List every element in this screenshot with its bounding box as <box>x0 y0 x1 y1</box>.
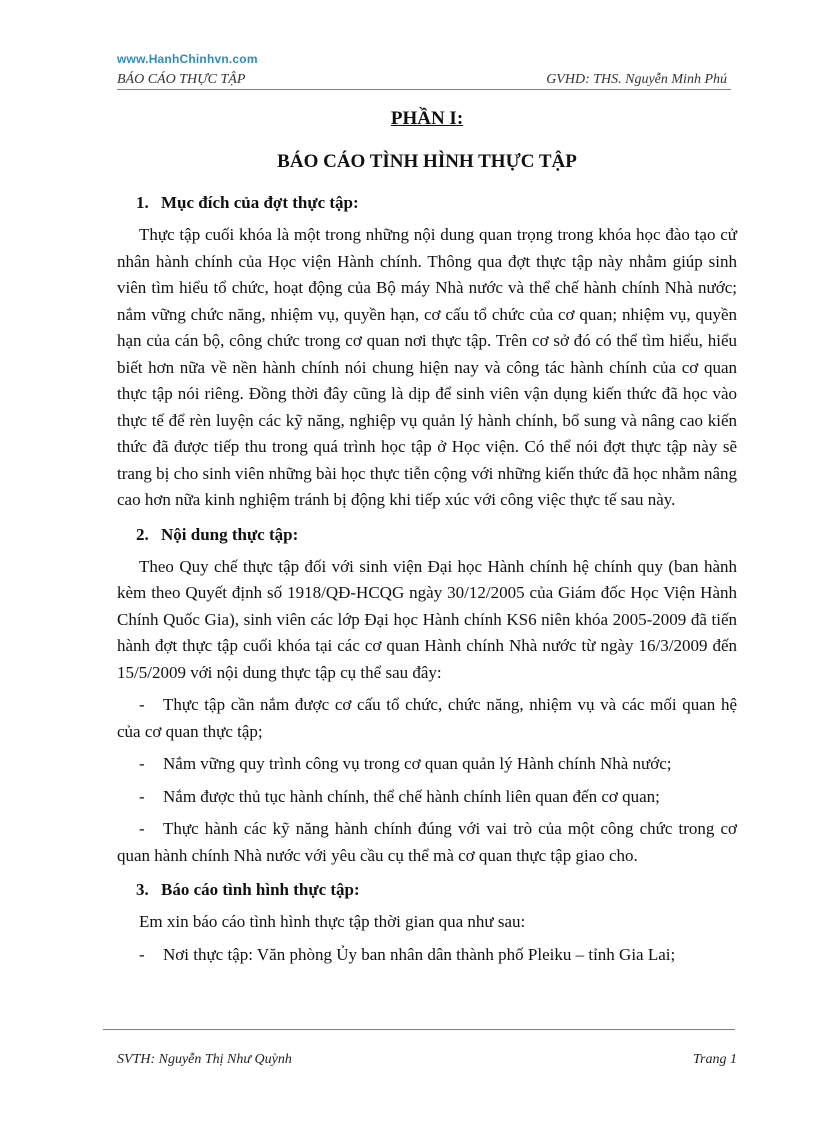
section-heading <box>117 877 737 903</box>
list-item <box>117 816 737 869</box>
section-heading <box>117 522 737 548</box>
list-item-text: Thực tập cần nắm được cơ cấu tổ chức, chức năng, nhiệm vụ và các mối quan hệ của cơ quan thực tập; <box>117 695 737 741</box>
bullet-dash: - <box>139 786 145 806</box>
page-footer <box>117 1052 737 1068</box>
bullet-dash: - <box>139 754 145 773</box>
list-item <box>117 942 737 969</box>
paragraph: Em xin báo cáo tình hình thực tập thời gian qua như sau: <box>139 912 526 931</box>
page-number: Trang 1 <box>693 1052 737 1067</box>
paragraph: Thực tập cuối khóa là một trong những nội dung quan trọng trong khóa học đào tạo cử nhân hành chính của Học viện Hành chính. Thông qua đợt thực tập này nhằm giúp sinh viên tìm hiểu tổ chức, hoạt động của Bộ máy Nhà nước và thể chế hành chính Nhà nước; nắm vững chức năng, nhiệm vụ, quyền hạn, cơ cấu tổ chức của cơ quan; nhiệm vụ, quyền hạn của cán bộ, công chức trong cơ quan nơi thực tập. Trên cơ sở đó có thể tìm hiểu, hiểu biết hơn nữa về nền hành chính nói chung hiện nay và công tác hành chính của cơ quan thực tập nói riêng. Đồng thời đây cũng là dịp để sinh viên vận dụng kiến thức đã học vào thực tế để rèn luyện các kỹ năng, nghiệp vụ quản lý hành chính, bổ sung và nâng cao kiến thức đã được tiếp thu trong quá trình học tập ở Học viện. Có thể nói đợt thực tập này sẽ trang bị cho sinh viên những bài học thực tiễn cộng với những kiến thức đã học nhằm nâng cao hơn nữa kinh nghiệm tránh bị động khi tiếp xúc với công việc thực tế sau này. <box>117 225 737 509</box>
header-divider <box>117 89 731 90</box>
list-item-text: Nắm được thủ tục hành chính, thể chế hành chính liên quan đến cơ quan; <box>163 786 660 806</box>
paragraph: Theo Quy chế thực tập đối với sinh viện Đại học Hành chính hệ chính quy (ban hành kèm theo Quyết định số 1918/QĐ-HCQG ngày 30/12/2005 của Giám đốc Học Viện Hành Chính Quốc Gia), sinh viên các lớp Đại học Hành chính KS6 niên khóa 2005-2009 đã tiến hành đợt thực tập cuối khóa tại các cơ quan Hành chính Nhà nước từ ngày 16/3/2009 đến 15/5/2009 với nội dung thực tập cụ thể sau đây: <box>117 556 737 682</box>
section-heading-text: Báo cáo tình hình thực tập: <box>161 880 360 899</box>
document-body <box>117 98 737 968</box>
list-item-text: Nơi thực tập: Văn phòng Ủy ban nhân dân thành phố Pleiku – tỉnh Gia Lai; <box>163 944 676 964</box>
section-number: 2. <box>136 524 149 544</box>
list-item <box>117 751 737 778</box>
document-title: BÁO CÁO TÌNH HÌNH THỰC TẬP <box>277 151 577 172</box>
list-item <box>117 784 737 811</box>
section-number: 1. <box>136 193 149 212</box>
header-right-text: GVHD: THS. Nguyễn Minh Phú <box>546 72 727 87</box>
part-title: PHẦN I: <box>390 108 464 129</box>
section-heading <box>117 190 737 216</box>
list-item-text: Thực hành các kỹ năng hành chính đúng với vai trò của một công chức trong cơ quan hành chính Nhà nước với yêu cầu cụ thể mà cơ quan thực tập giao cho. <box>117 819 737 865</box>
bullet-dash: - <box>139 819 145 838</box>
page-header <box>117 70 731 89</box>
bullet-dash: - <box>139 695 145 714</box>
section-heading-text: Mục đích của đợt thực tập: <box>161 193 359 212</box>
header-left-text: BÁO CÁO THỰC TẬP <box>117 72 246 87</box>
list-item-text: Nắm vững quy trình công vụ trong cơ quan quản lý Hành chính Nhà nước; <box>163 754 672 773</box>
watermark-link[interactable]: www.HanhChinhvn.com <box>117 52 258 66</box>
footer-divider <box>103 1029 735 1030</box>
footer-author: SVTH: Nguyễn Thị Như Quỳnh <box>117 1052 292 1067</box>
section-heading-text: Nội dung thực tập: <box>161 524 299 544</box>
list-item <box>117 692 737 745</box>
bullet-dash: - <box>139 944 145 964</box>
section-number: 3. <box>136 880 149 899</box>
